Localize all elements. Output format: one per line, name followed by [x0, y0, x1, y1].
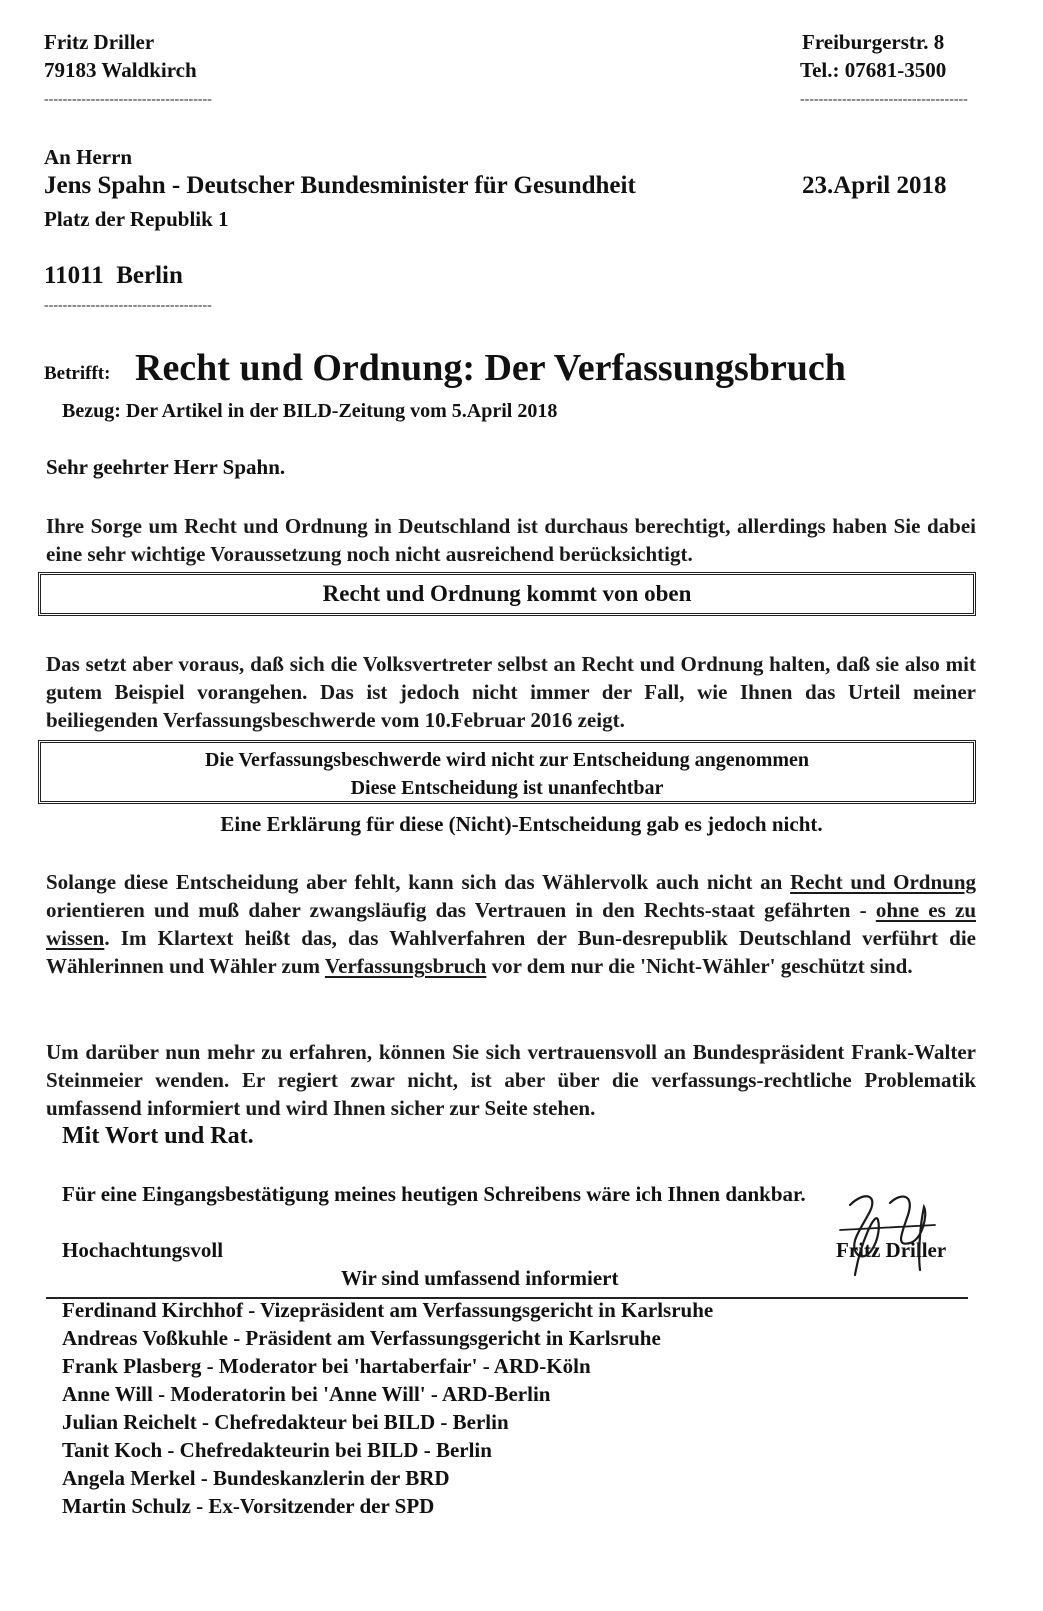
highlight-box-2-line-1: Die Verfassungsbeschwerde wird nicht zur Entscheidung angenommen: [204, 749, 810, 771]
handwritten-signature: [820, 1185, 950, 1285]
cc-heading: Wir sind umfassend informiert: [341, 1266, 619, 1290]
paragraph-3-part-1: Solange diese Entscheidung aber fehlt, kann sich das Wählervolk auch nicht an: [46, 870, 791, 894]
recipient-street: Platz der Republik 1: [44, 207, 229, 231]
cc-list-item: Frank Plasberg - Moderator bei 'hartaberfair' - ARD-Köln: [62, 1354, 591, 1378]
paragraph-4: Um darüber nun mehr zu erfahren, können Sie sich vertrauensvoll an Bundespräsident Frank-Walter Steinmeier wenden. Er regiert zwar nicht, ist aber über die verfassungs-rechtliche Problematik umfassend informiert und wird Ihnen sicher zur Seite stehen.: [46, 1040, 976, 1120]
paragraph-3: [46, 868, 976, 980]
sender-divider-right: ------------------------------------: [800, 92, 968, 107]
cc-list-item: Ferdinand Kirchhof - Vizepräsident am Verfassungsgericht in Karlsruhe: [62, 1298, 714, 1322]
signature-name: Fritz Driller: [836, 1238, 947, 1262]
paragraph-3-emphasis-1: Recht und Ordnung: [790, 870, 977, 894]
recipient-salutation: An Herrn: [44, 145, 133, 169]
paragraph-3-emphasis-2: ohne es zu wissen: [46, 898, 976, 950]
confirmation-request: Für eine Eingangsbestätigung meines heutigen Schreibens wäre ich Ihnen dankbar.: [62, 1182, 806, 1206]
paragraph-3-part-4: vor dem nur die 'Nicht-Wähler' geschützt sind.: [486, 954, 913, 978]
recipient-divider: ------------------------------------: [44, 298, 212, 313]
sender-street: Freiburgerstr. 8: [802, 30, 945, 54]
highlight-box-2-line-2: Diese Entscheidung ist unanfechtbar: [350, 777, 664, 799]
highlight-box-1-text: Recht und Ordnung kommt von oben: [322, 581, 692, 606]
paragraph-3-part-3: . Im Klartext heißt das, das Wahlverfahren der Bun-desrepublik Deutschland verführt die Wählerinnen und Wähler zum: [46, 926, 976, 978]
cc-list-item: Angela Merkel - Bundeskanzlerin der BRD: [62, 1466, 450, 1490]
subject-reference: Bezug: Der Artikel in der BILD-Zeitung vom 5.April 2018: [62, 400, 558, 422]
recipient-city: 11011 Berlin: [44, 262, 183, 289]
cc-list-item: Julian Reichelt - Chefredakteur bei BILD - Berlin: [62, 1410, 509, 1434]
subject-prefix: Betrifft:: [44, 363, 111, 384]
paragraph-3-part-2: orientieren und muß daher zwangsläufig das Vertrauen in den Rechts-staat gefährten -: [46, 898, 876, 922]
closing: Hochachtungsvoll: [62, 1238, 224, 1262]
highlight-box-1: [38, 572, 976, 616]
cc-list-item: Anne Will - Moderatorin bei 'Anne Will' - ARD-Berlin: [62, 1382, 551, 1406]
sender-phone: Tel.: 07681-3500: [800, 58, 947, 82]
paragraph-2: Das setzt aber voraus, daß sich die Volksvertreter selbst an Recht und Ordnung halten, daß sie also mit gutem Beispiel vorangehen. Das ist jedoch nicht immer der Fall, wie Ihnen das Urteil meiner beiliegenden Verfassungsbeschwerde vom 10.Februar 2016 zeigt.: [46, 652, 976, 732]
greeting: Sehr geehrter Herr Spahn.: [46, 455, 286, 479]
cc-list-item: Andreas Voßkuhle - Präsident am Verfassungsgericht in Karlsruhe: [62, 1326, 661, 1350]
highlight-box-2: [38, 740, 976, 804]
sender-name: Fritz Driller: [44, 30, 155, 54]
cc-list-item: Tanit Koch - Chefredakteurin bei BILD - Berlin: [62, 1438, 492, 1462]
paragraph-1: Ihre Sorge um Recht und Ordnung in Deutschland ist durchaus berechtigt, allerdings haben Sie dabei eine sehr wichtige Voraussetzung noch nicht ausreichend berücksichtigt.: [46, 514, 976, 566]
sender-city: 79183 Waldkirch: [44, 58, 197, 82]
cc-list-item: Martin Schulz - Ex-Vorsitzender der SPD: [62, 1494, 435, 1518]
sender-divider: ------------------------------------: [44, 92, 212, 107]
box-2-note: Eine Erklärung für diese (Nicht)-Entscheidung gab es jedoch nicht.: [220, 812, 823, 836]
paragraph-3-emphasis-3: Verfassungsbruch: [324, 954, 487, 978]
letter-date: 23.April 2018: [802, 172, 947, 199]
slogan: Mit Wort und Rat.: [62, 1123, 254, 1149]
subject-title: Recht und Ordnung: Der Verfassungsbruch: [135, 347, 846, 389]
recipient-name: Jens Spahn - Deutscher Bundesminister für Gesundheit: [44, 172, 636, 199]
